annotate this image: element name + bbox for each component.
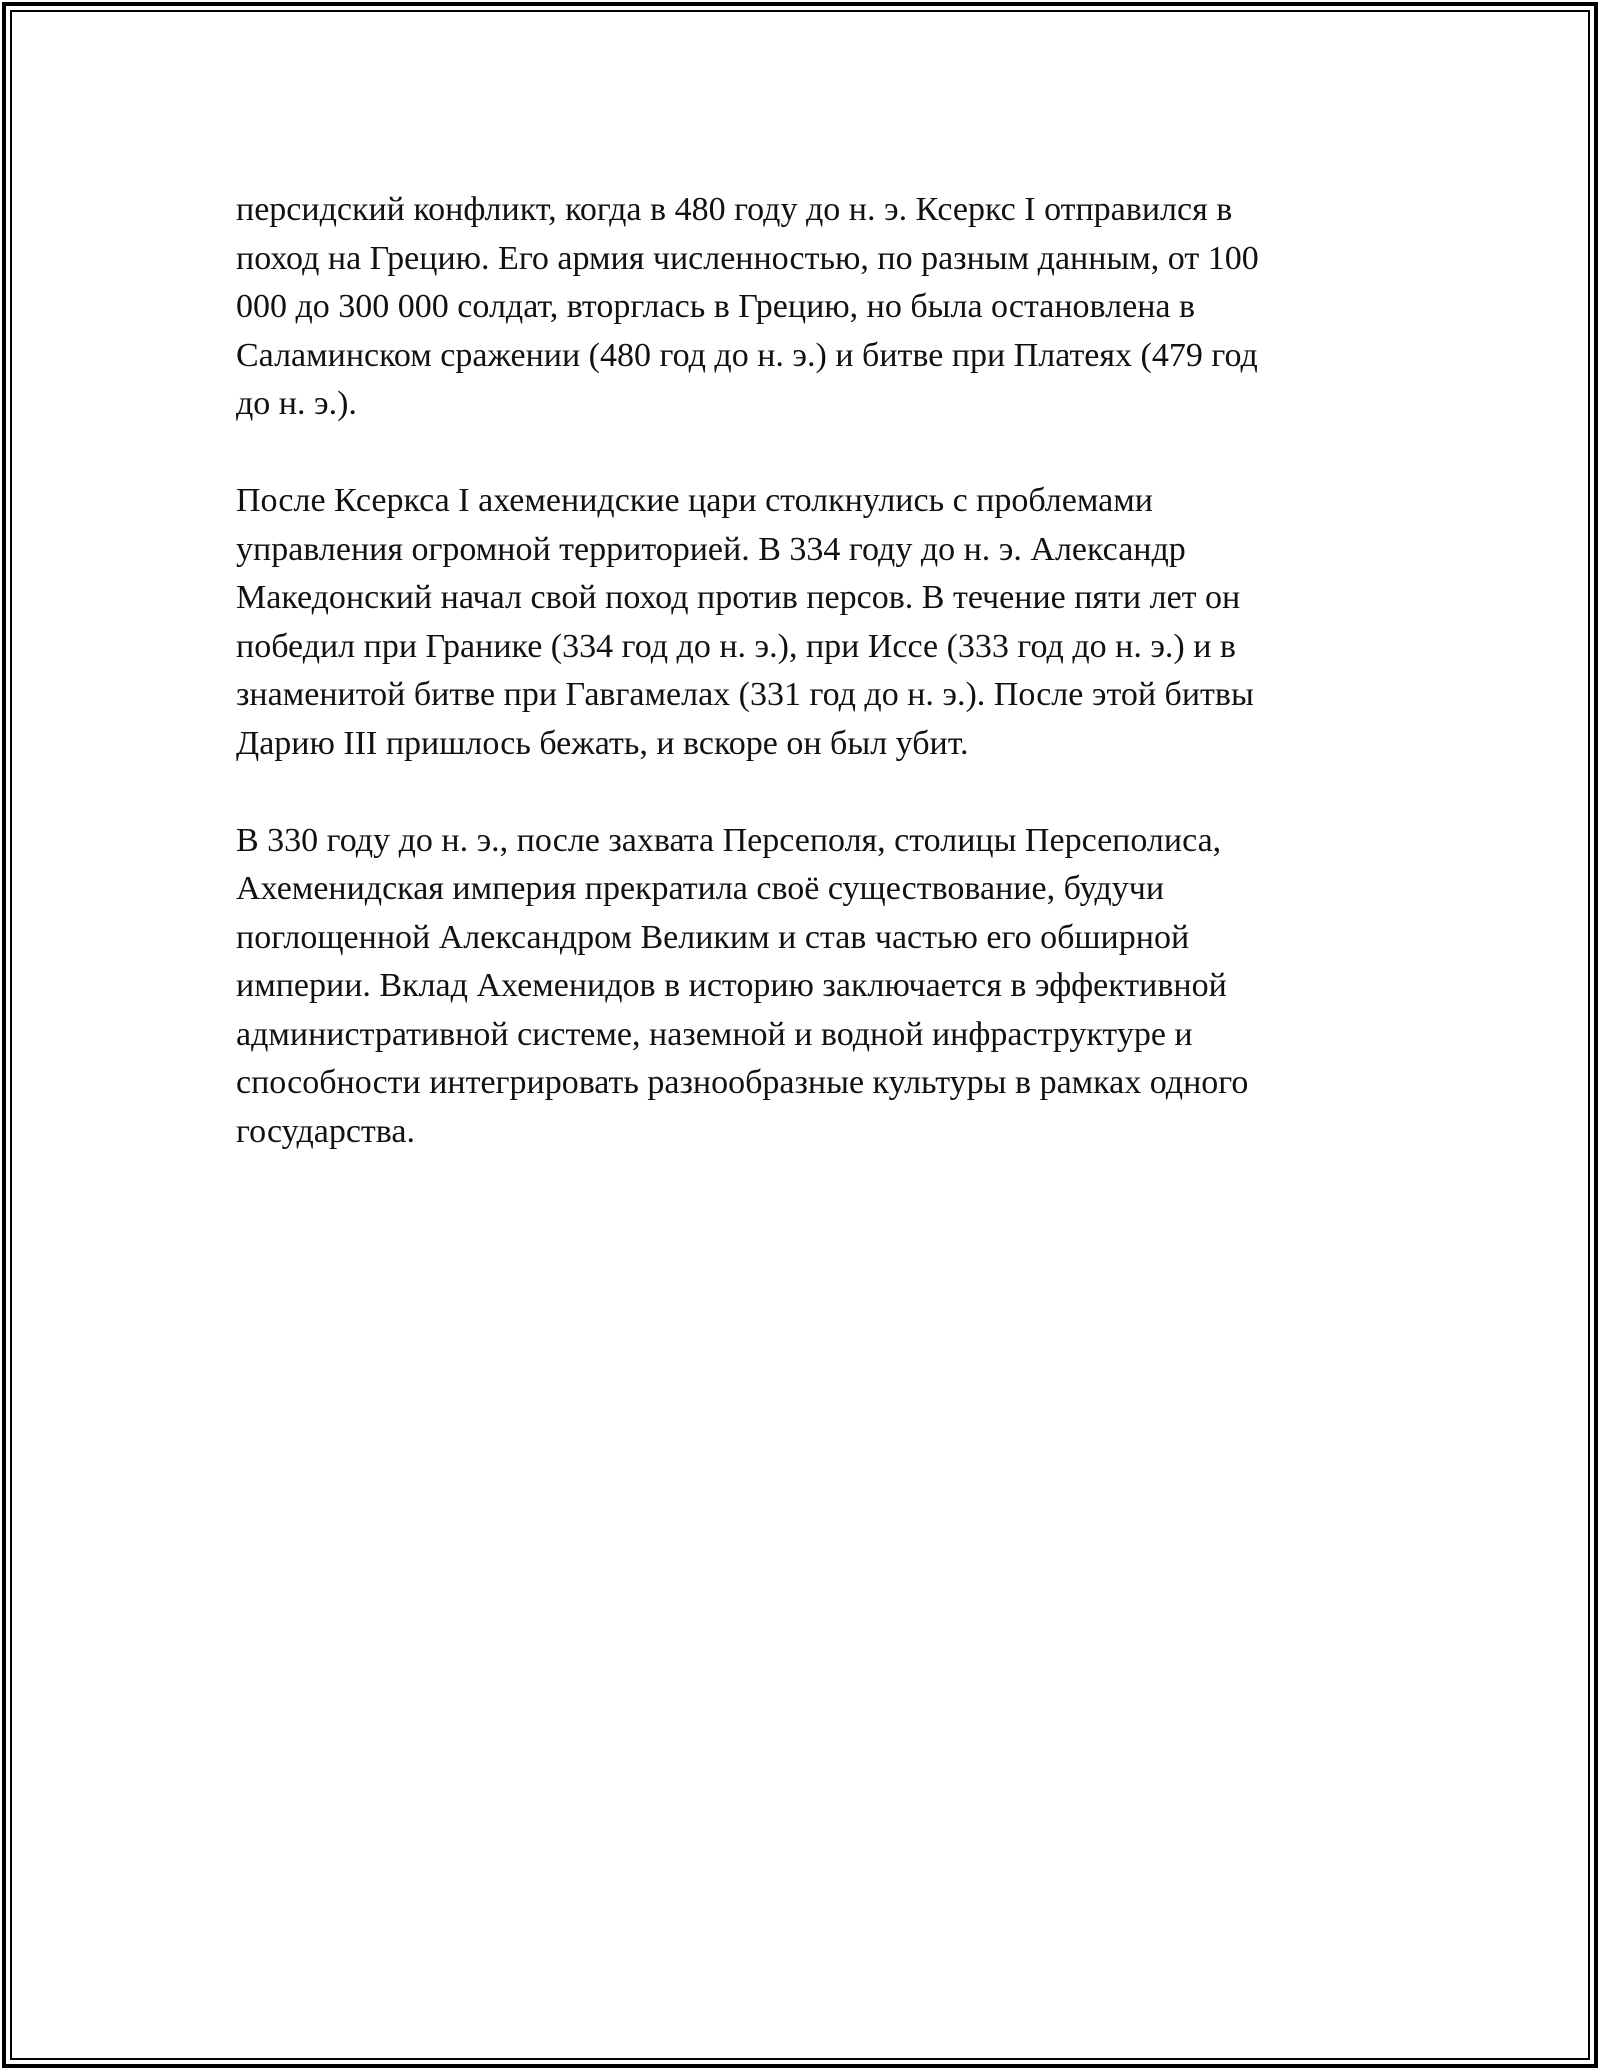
text-line: государства. xyxy=(236,1112,415,1150)
text-line: поход на Грецию. Его армия численностью, по разным данным, от 100 xyxy=(236,239,1259,277)
text-line: В 330 году до н. э., после захвата Персеполя, столицы Персеполиса, xyxy=(236,821,1222,859)
paragraph-2 xyxy=(236,477,1354,768)
text-line: знаменитой битве при Гавгамелах (331 год до н. э.). После этой битвы xyxy=(236,676,1254,713)
text-line: 000 до 300 000 солдат, вторглась в Грецию, но была остановлена в xyxy=(236,288,1196,325)
text-line: победил при Гранике (334 год до н. э.), при Иссе (333 год до н. э.) и в xyxy=(236,627,1236,665)
text-line: После Ксеркса I ахеменидские цари столкнулись с проблемами xyxy=(236,482,1153,519)
text-line: Саламинском сражении (480 год до н. э.) и битве при Платеях (479 год xyxy=(236,336,1258,374)
paragraph-1 xyxy=(236,186,1354,429)
paragraph-3 xyxy=(236,817,1354,1157)
document-body xyxy=(236,186,1354,1156)
text-line: поглощенной Александром Великим и став частью его обширной xyxy=(236,918,1190,956)
text-line: управления огромной территорией. В 334 году до н. э. Александр xyxy=(236,530,1186,568)
text-line: административной системе, наземной и водной инфраструктуре и xyxy=(236,1015,1193,1053)
text-line: Македонский начал свой поход против персов. В течение пяти лет он xyxy=(236,579,1241,616)
text-line: империи. Вклад Ахеменидов в историю заключается в эффективной xyxy=(236,967,1227,1004)
text-line: Дарию III пришлось бежать, и вскоре он был убит. xyxy=(236,724,969,762)
text-line: до н. э.). xyxy=(236,385,357,422)
text-line: способности интегрировать разнообразные культуры в рамках одного xyxy=(236,1064,1249,1101)
text-line: персидский конфликт, когда в 480 году до н. э. Ксеркс I отправился в xyxy=(236,191,1233,228)
text-line: Ахеменидская империя прекратила своё существование, будучи xyxy=(236,870,1165,907)
